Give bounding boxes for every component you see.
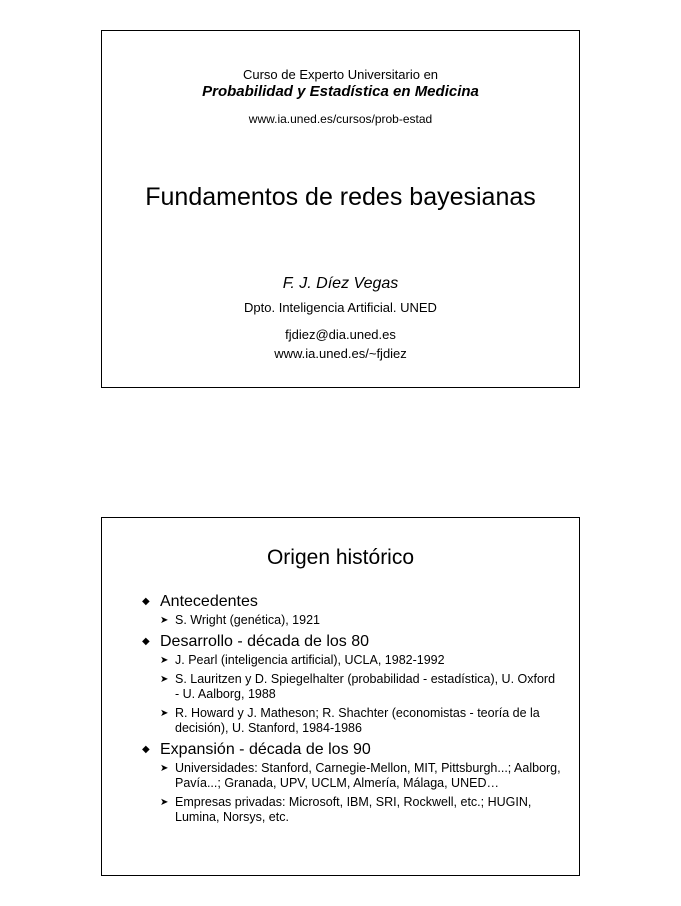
course-url: www.ia.uned.es/cursos/prob-estad: [248, 112, 433, 126]
sub-bullet-item: [160, 795, 562, 825]
bullet-text: Antecedentes: [160, 593, 258, 610]
course-name: Probabilidad y Estadística en Medicina: [202, 83, 479, 100]
arrowhead-bullet-icon: ➤: [160, 708, 169, 719]
sub-bullet-item: [160, 653, 562, 668]
arrowhead-bullet-icon: ➤: [160, 615, 169, 626]
sub-bullet-list: [142, 761, 562, 825]
arrowhead-bullet-icon: ➤: [160, 763, 169, 774]
arrowhead-bullet-icon: ➤: [160, 655, 169, 666]
sub-bullet-text: R. Howard y J. Matheson; R. Shachter (economistas - teoría de la decisión), U. Stanford, 1984-1986: [175, 706, 540, 735]
bullet-text: Desarrollo - década de los 80: [160, 633, 370, 650]
homepage-url: www.ia.uned.es/~fjdiez: [274, 346, 407, 361]
email-address: fjdiez@dia.uned.es: [285, 327, 396, 342]
diamond-bullet-icon: ◆: [142, 596, 150, 607]
sub-bullet-item: [160, 706, 562, 736]
bullet-text: Expansión - década de los 90: [160, 741, 371, 758]
history-slide: [101, 517, 580, 876]
slide-title: Fundamentos de redes bayesianas: [145, 183, 536, 211]
sub-bullet-text: J. Pearl (inteligencia artificial), UCLA, 1982-1992: [175, 653, 445, 667]
course-intro: Curso de Experto Universitario en: [242, 67, 439, 82]
sub-bullet-item: [160, 672, 562, 702]
bullet-item: [142, 632, 562, 652]
title-slide: [101, 30, 580, 388]
sub-bullet-item: [160, 761, 562, 791]
sub-bullet-text: Empresas privadas: Microsoft, IBM, SRI, Rockwell, etc.; HUGIN, Lumina, Norsys, etc.: [175, 795, 532, 824]
author-name: F. J. Díez Vegas: [282, 275, 399, 292]
department: Dpto. Inteligencia Artificial. UNED: [244, 300, 437, 315]
bullet-item: [142, 740, 562, 760]
sub-bullet-item: [160, 613, 562, 628]
arrowhead-bullet-icon: ➤: [160, 674, 169, 685]
sub-bullet-list: [142, 613, 562, 628]
bullet-list: [142, 592, 562, 829]
slide-title: Origen histórico: [266, 546, 415, 569]
arrowhead-bullet-icon: ➤: [160, 797, 169, 808]
sub-bullet-text: S. Lauritzen y D. Spiegelhalter (probabilidad - estadística), U. Oxford - U. Aalborg, 1988: [175, 672, 556, 701]
sub-bullet-list: [142, 653, 562, 736]
bullet-item: [142, 592, 562, 612]
diamond-bullet-icon: ◆: [142, 636, 150, 647]
sub-bullet-text: S. Wright (genética), 1921: [175, 613, 320, 627]
sub-bullet-text: Universidades: Stanford, Carnegie-Mellon, MIT, Pittsburgh...; Aalborg, Pavía...; Granada, UPV, UCLM, Almería, Málaga, UNED…: [175, 761, 561, 790]
diamond-bullet-icon: ◆: [142, 744, 150, 755]
